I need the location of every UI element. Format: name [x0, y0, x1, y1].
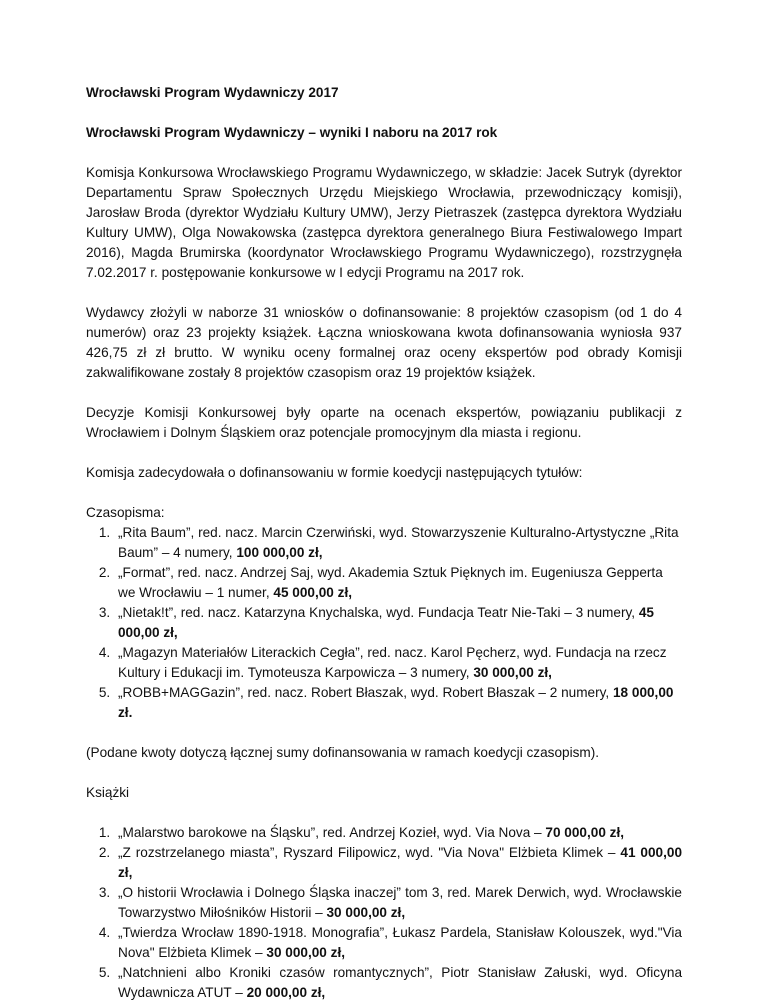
list-item: 1. „Rita Baum”, red. nacz. Marcin Czerwiński, wyd. Stowarzyszenie Kulturalno-Artystyczne „Rita Baum” – 4 numery, 100 000,00 zł, [114, 523, 682, 563]
funding-amount: 45 000,00 zł, [118, 605, 654, 640]
funding-amount: 18 000,00 zł. [118, 685, 674, 720]
magazines-list [86, 523, 682, 723]
document-subtitle: Wrocławski Program Wydawniczy – wyniki I naboru na 2017 rok [86, 125, 498, 140]
books-label: Książki [86, 785, 130, 800]
books-list [86, 823, 682, 1003]
list-item: 2. „Z rozstrzelanego miasta”, Ryszard Filipowicz, wyd. "Via Nova" Elżbieta Klimek – 41 000,00 zł, [114, 843, 682, 883]
list-item: 1. „Malarstwo barokowe na Śląsku”, red. Andrzej Kozieł, wyd. Via Nova – 70 000,00 zł, [114, 823, 682, 843]
list-item: 3. „O historii Wrocławia i Dolnego Śląska inaczej” tom 3, red. Marek Derwich, wyd. Wrocławskie Towarzystwo Miłośników Historii – 30 000,00 zł, [114, 883, 682, 923]
magazines-label: Czasopisma: [86, 505, 165, 520]
list-item: 4. „Magazyn Materiałów Literackich Cegła”, red. nacz. Karol Pęcherz, wyd. Fundacja na rzecz Kultury i Edukacji im. Tymoteusza Karpowicza – 3 numery, 30 000,00 zł, [114, 643, 682, 683]
list-item: 5. „Natchnieni albo Kroniki czasów romantycznych”, Piotr Stanisław Załuski, wyd. Oficyna Wydawnicza ATUT – 20 000,00 zł, [114, 963, 682, 1003]
magazines-note: (Podane kwoty dotyczą łącznej sumy dofinansowania w ramach koedycji czasopism). [86, 745, 600, 760]
funding-amount: 30 000,00 zł, [326, 905, 406, 920]
paragraph-decisions: Decyzje Komisji Konkursowej były oparte na ocenach ekspertów, powiązaniu publikacji z Wrocławiem i Dolnym Śląskiem oraz potencjale promocyjnym dla miasta i regionu. [86, 405, 682, 440]
funding-amount: 45 000,00 zł, [273, 585, 352, 600]
funding-amount: 30 000,00 zł, [266, 945, 345, 960]
document-title: Wrocławski Program Wydawniczy 2017 [86, 85, 339, 100]
paragraph-applications: Wydawcy złożyli w naborze 31 wniosków o dofinansowanie: 8 projektów czasopism (od 1 do 4 numerów) oraz 23 projekty książek. Łączna wnioskowana kwota dofinansowania wyniosła 937 426,75 zł zł brutto. W wyniku oceny formalnej oraz oceny ekspertów pod obrady Komisji zakwalifikowane zostały 8 projektów czasopism oraz 19 projektów książek. [86, 305, 682, 380]
paragraph-commission: Komisja Konkursowa Wrocławskiego Programu Wydawniczego, w składzie: Jacek Sutryk (dyrektor Departamentu Spraw Społecznych Urzędu Miejskiego Wrocławia, przewodniczący komisji), Jarosław Broda (dyrektor Wydziału Kultury UMW), Jerzy Pietraszek (zastępca dyrektora Wydziału Kultury UMW), Olga Nowakowska (zastępca dyrektora generalnego Biura Festiwalowego Impart 2016), Magda Brumirska (koordynator Wrocławskiego Programu Wydawniczego), rozstrzygnęła 7.02.2017 r. postępowanie konkursowe w I edycji Programu na 2017 rok. [86, 165, 682, 280]
list-item: 3. „Nietak!t”, red. nacz. Katarzyna Knychalska, wyd. Fundacja Teatr Nie-Taki – 3 numery, 45 000,00 zł, [114, 603, 682, 643]
paragraph-funding-intro: Komisja zadecydowała o dofinansowaniu w formie koedycji następujących tytułów: [86, 465, 583, 480]
funding-amount: 100 000,00 zł, [236, 545, 323, 560]
funding-amount: 30 000,00 zł, [473, 665, 552, 680]
list-item: 2. „Format”, red. nacz. Andrzej Saj, wyd. Akademia Sztuk Pięknych im. Eugeniusza Gepperta we Wrocławiu – 1 numer, 45 000,00 zł, [114, 563, 682, 603]
funding-amount: 20 000,00 zł, [246, 985, 326, 1000]
funding-amount: 41 000,00 zł, [118, 845, 683, 880]
funding-amount: 70 000,00 zł, [545, 825, 625, 840]
list-item: 4. „Twierdza Wrocław 1890-1918. Monografia”, Łukasz Pardela, Stanisław Kolouszek, wyd."Via Nova" Elżbieta Klimek – 30 000,00 zł, [114, 923, 682, 963]
list-item: 5. „ROBB+MAGGazin”, red. nacz. Robert Błaszak, wyd. Robert Błaszak – 2 numery, 18 000,00 zł. [114, 683, 682, 723]
